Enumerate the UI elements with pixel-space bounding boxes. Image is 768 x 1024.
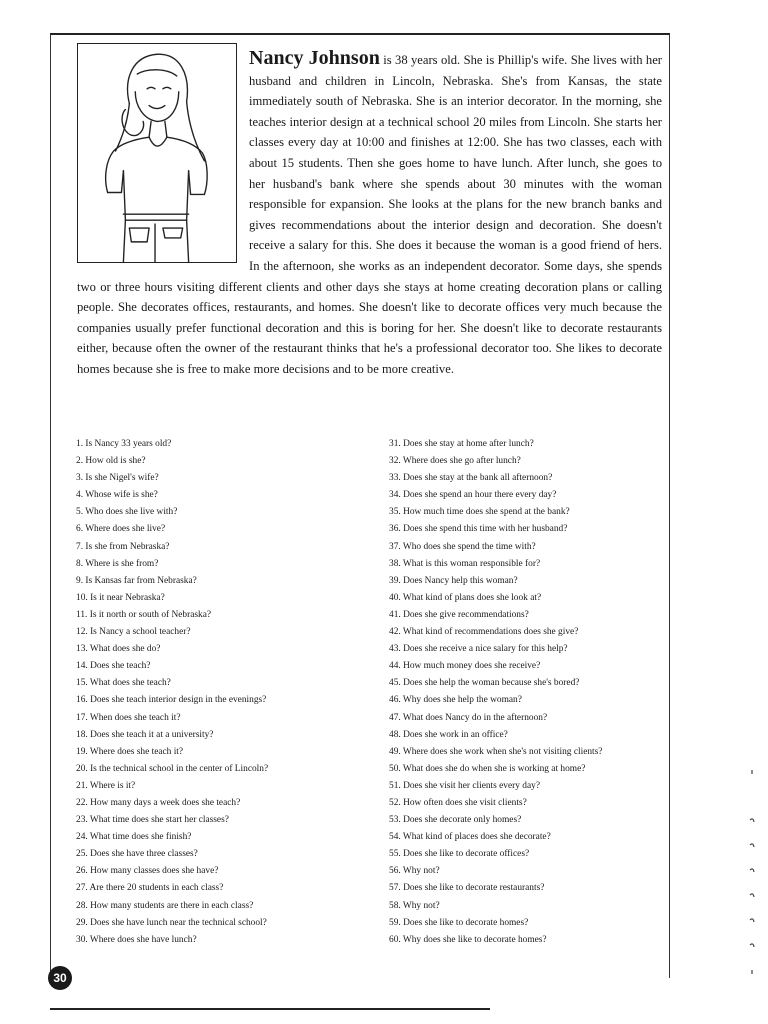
question-item: 7. Is she from Nebraska? (76, 541, 170, 552)
question-item: 35. How much time does she spend at the bank? (389, 507, 570, 518)
question-item: 4. Whose wife is she? (76, 490, 158, 501)
character-name: Nancy Johnson (249, 47, 380, 69)
question-item: 3. Is she Nigel's wife? (76, 473, 159, 484)
question-item: 9. Is Kansas far from Nebraska? (76, 575, 197, 586)
question-item: 27. Are there 20 students in each class? (76, 883, 224, 894)
question-item: 32. Where does she go after lunch? (389, 456, 521, 467)
question-item: 14. Does she teach? (76, 661, 151, 672)
question-item: 23. What time does she start her classes? (76, 815, 229, 826)
question-item: 52. How often does she visit clients? (389, 797, 527, 808)
question-item: 47. What does Nancy do in the afternoon? (389, 712, 548, 723)
reading-passage (77, 48, 662, 380)
question-item: 24. What time does she finish? (76, 832, 192, 843)
question-item: 30. Where does she have lunch? (76, 934, 197, 945)
question-item: 15. What does she teach? (76, 678, 171, 689)
question-item: 43. Does she receive a nice salary for this help? (389, 644, 568, 655)
question-item: 48. Does she work in an office? (389, 729, 508, 740)
question-item: 6. Where does she live? (76, 524, 166, 535)
question-item: 49. Where does she work when she's not visiting clients? (389, 746, 603, 757)
question-item: 41. Does she give recommendations? (389, 609, 529, 620)
question-item: 44. How much money does she receive? (389, 661, 541, 672)
question-item: 12. Is Nancy a school teacher? (76, 627, 191, 638)
page-number-badge: 30 (48, 966, 72, 990)
question-item: 34. Does she spend an hour there every day? (389, 490, 557, 501)
question-item: 20. Is the technical school in the center of Lincoln? (76, 763, 269, 774)
question-item: 10. Is it near Nebraska? (76, 592, 165, 603)
question-item: 58. Why not? (389, 900, 440, 911)
bottom-rule (50, 1008, 490, 1010)
question-item: 51. Does she visit her clients every day? (389, 780, 540, 791)
question-item: 38. What is this woman responsible for? (389, 558, 541, 569)
question-item: 39. Does Nancy help this woman? (389, 575, 518, 586)
question-item: 17. When does she teach it? (76, 712, 181, 723)
question-item: 11. Is it north or south of Nebraska? (76, 609, 212, 620)
question-item: 5. Who does she live with? (76, 507, 178, 518)
question-item: 21. Where is it? (76, 780, 136, 791)
question-item: 55. Does she like to decorate offices? (389, 849, 530, 860)
question-item: 50. What does she do when she is working at home? (389, 763, 586, 774)
question-item: 45. Does she help the woman because she's bored? (389, 678, 580, 689)
question-item: 59. Does she like to decorate homes? (389, 917, 529, 928)
question-item: 19. Where does she teach it? (76, 746, 184, 757)
question-item: 1. Is Nancy 33 years old? (76, 439, 172, 449)
question-item: 16. Does she teach interior design in the evenings? (76, 695, 267, 706)
question-item: 28. How many students are there in each class? (76, 900, 254, 911)
question-item: 31. Does she stay at home after lunch? (389, 439, 534, 449)
question-item: 53. Does she decorate only homes? (389, 815, 522, 826)
question-item: 2. How old is she? (76, 456, 146, 467)
question-item: 13. What does she do? (76, 644, 161, 655)
questions-list-right (389, 436, 602, 949)
question-item: 54. What kind of places does she decorate? (389, 832, 551, 843)
questions-list-left (76, 436, 268, 949)
question-item: 22. How many days a week does she teach? (76, 797, 241, 808)
question-item: 29. Does she have lunch near the technical school? (76, 917, 267, 928)
question-item: 8. Where is she from? (76, 558, 159, 569)
question-item: 36. Does she spend this time with her husband? (389, 524, 568, 535)
question-item: 40. What kind of plans does she look at? (389, 592, 542, 603)
portrait-spacer (77, 48, 249, 276)
question-item: 33. Does she stay at the bank all afternoon? (389, 473, 553, 484)
question-item: 46. Why does she help the woman? (389, 695, 522, 706)
question-item: 26. How many classes does she have? (76, 866, 219, 877)
passage-text: is 38 years old. She is Phillip's wife. She lives with her husband and children in Lincoln, Nebraska. She's from Kansas, the state immediately south of Nebraska. She is an interior decorator. In the morning, she teaches interior design at a technical school 20 miles from Lincoln. She starts her classes every day at 10:00 and finishes at 12:00. She has two classes, each with about 15 students. Then she goes home to have lunch. After lunch, she goes to her husband's bank where she spends about 30 minutes with the woman responsible for expansion. She looks at the plans for the new branch banks and gives recommendations about the interior design and decoration. She doesn't receive a salary for this. She does it because the woman is a good friend of hers. In the afternoon, she works as an independent decorator. Some days, she spends two or three hours visiting different clients and other days she stays at home creating decoration plans or calling people. She decorates offices, restaurants, and homes. She doesn't like to decorate offices very much because the companies usually prefer functional decoration and this is boring for her. She doesn't like to decorate restaurants either, because often the owner of the restaurant thinks that he's a professional decorator too. She likes to decorate homes because she is free to make more decisions and to be more creative. (77, 53, 662, 376)
question-item: 37. Who does she spend the time with? (389, 541, 536, 552)
question-item: 60. Why does she like to decorate homes? (389, 934, 547, 945)
question-item: 57. Does she like to decorate restaurants? (389, 883, 545, 894)
question-item: 42. What kind of recommendations does she give? (389, 627, 579, 638)
question-item: 18. Does she teach it at a university? (76, 729, 214, 740)
question-item: 56. Why not? (389, 866, 440, 877)
margin-marks-decoration (746, 770, 758, 1000)
question-item: 25. Does she have three classes? (76, 849, 198, 860)
